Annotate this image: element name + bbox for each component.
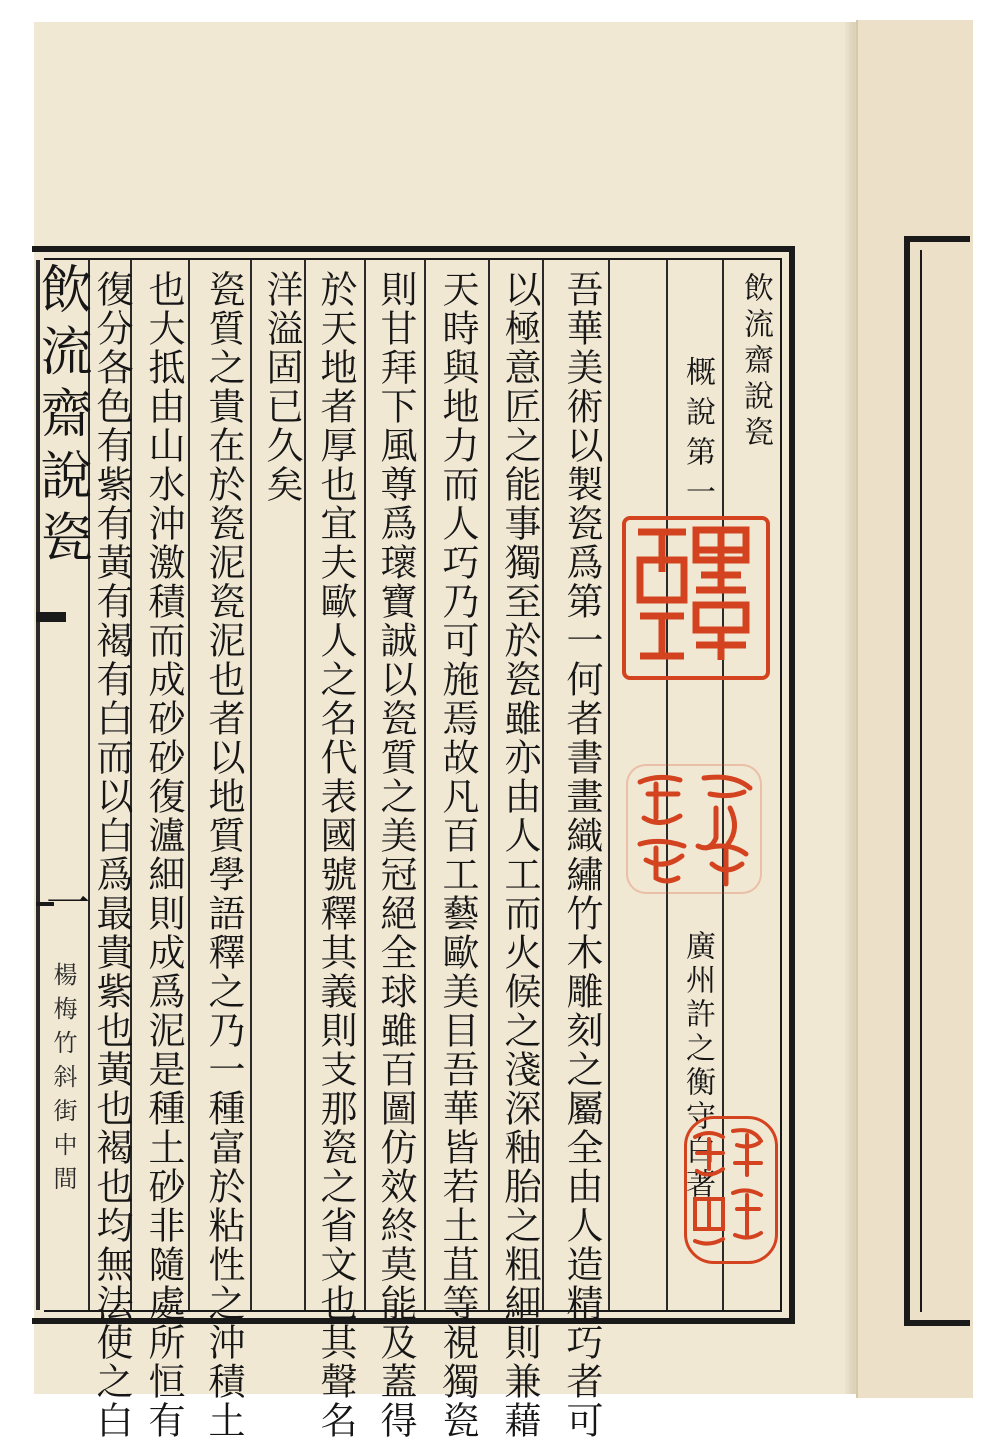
body-column: 也大抵由山水沖激積而成砂砂復瀘細則成爲泥是種土砂非隨處所恒有 [142, 270, 185, 1440]
body-column: 吾華美術以製瓷爲第一何者書畫織繡竹木雕刻之屬全由人造精巧者可 [560, 270, 603, 1440]
oval-seal-lower [684, 1116, 778, 1264]
body-column: 以極意匠之能事獨至於瓷雖亦由人工而火候之淺深釉胎之粗細則兼藉 [498, 270, 541, 1440]
spine-page-number: 一 [38, 880, 89, 934]
column-rule [542, 260, 544, 1310]
author-line: 廣州許之衡守白著 [680, 930, 715, 1202]
column-rule [250, 260, 252, 1310]
fishtail-mark [36, 612, 66, 622]
body-column: 瓷質之貴在於瓷泥瓷泥也者以地質學語釋之乃一種富於粘性之沖積土 [202, 270, 245, 1440]
column-rule [304, 260, 306, 1310]
spine-bottom-text: 楊梅竹斜街中間 [49, 962, 77, 1200]
frame-inner-top-rule [44, 258, 782, 260]
column-rule [488, 260, 490, 1310]
right-page-frame-rule [920, 250, 922, 1312]
column-rule [188, 260, 190, 1310]
frame-inner-right-rule [780, 260, 782, 1312]
round-seal-middle [626, 764, 762, 894]
body-column: 洋溢固已久矣 [260, 270, 303, 504]
body-column: 於天地者厚也宜夫歐人之名代表國號釋其義則支那瓷之省文也其聲名 [314, 270, 357, 1440]
column-rule [364, 260, 366, 1310]
header-title: 飲流齋說瓷 [738, 272, 773, 452]
chapter-heading: 概說第一 [680, 356, 715, 516]
right-page-frame [904, 236, 970, 1326]
body-column: 天時與地力而人巧乃可施焉故凡百工藝歐美目吾華皆若土苴等視獨瓷 [436, 270, 479, 1440]
body-column: 復分各色有紫有黃有褐有白而以白爲最貴紫也黃也褐也均無法使之白 [90, 270, 133, 1440]
column-rule [424, 260, 426, 1310]
spine-title: 飲流齋說瓷 [31, 262, 91, 572]
body-column: 則甘拜下風尊爲瓌寶誠以瓷質之美冠絕全球雖百圖仿效終莫能及蓋得 [374, 270, 417, 1440]
square-seal-upper [622, 516, 770, 680]
column-rule [608, 260, 610, 1310]
